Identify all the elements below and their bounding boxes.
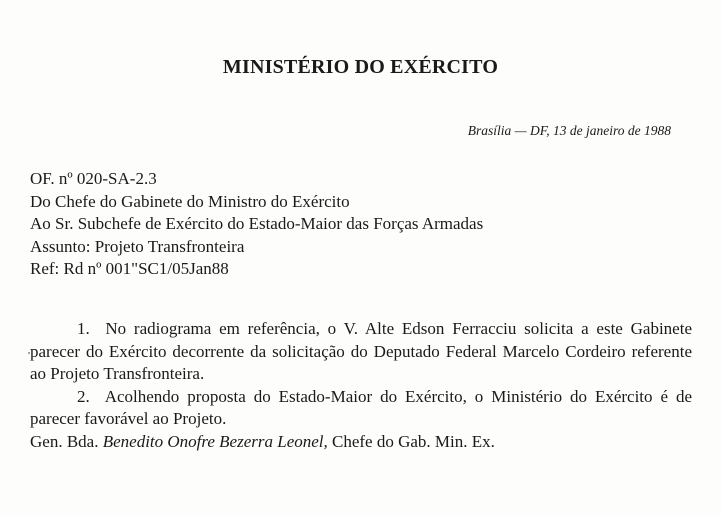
reference-line: Ref: Rd nº 001"SC1/05Jan88 — [30, 259, 229, 278]
sender-line: Do Chefe do Gabinete do Ministro do Exército — [30, 191, 350, 211]
signature-line — [30, 431, 692, 454]
paragraph-text: No radiograma em referência, o V. Alte Edson Ferracciu solicita a este Gabinete parecer do Exército decorrente da solicitação do Deputado Federal Marcelo Cordeiro referente ao Projeto Transfronteira. — [30, 319, 693, 383]
paragraph-number: 1. — [77, 319, 90, 338]
signature-title: Chefe do Gab. Min. Ex. — [332, 431, 495, 451]
office-number: OF. nº 020-SA-2.3 — [30, 169, 157, 188]
letter-body — [30, 318, 692, 453]
subject-line: Assunto: Projeto Transfronteira — [30, 236, 245, 256]
paragraph — [30, 386, 692, 431]
signature-rank: Gen. Bda. — [30, 431, 99, 451]
paragraph — [30, 318, 692, 386]
dateline: Brasília — DF, 13 de janeiro de 1988 — [467, 123, 671, 138]
letter-header — [30, 168, 483, 281]
signature-name: Benedito Onofre Bezerra Leonel, — [102, 431, 328, 451]
document-heading: MINISTÉRIO DO EXÉRCITO — [222, 56, 499, 78]
recipient-line: Ao Sr. Subchefe de Exército do Estado-Maior das Forças Armadas — [30, 214, 484, 233]
paper-speck — [28, 352, 30, 354]
paragraph-number: 2. — [77, 386, 90, 406]
paragraph-text: Acolhendo proposta do Estado-Maior do Exército, o Ministério do Exército é de parecer favorável ao Projeto. — [30, 386, 693, 428]
